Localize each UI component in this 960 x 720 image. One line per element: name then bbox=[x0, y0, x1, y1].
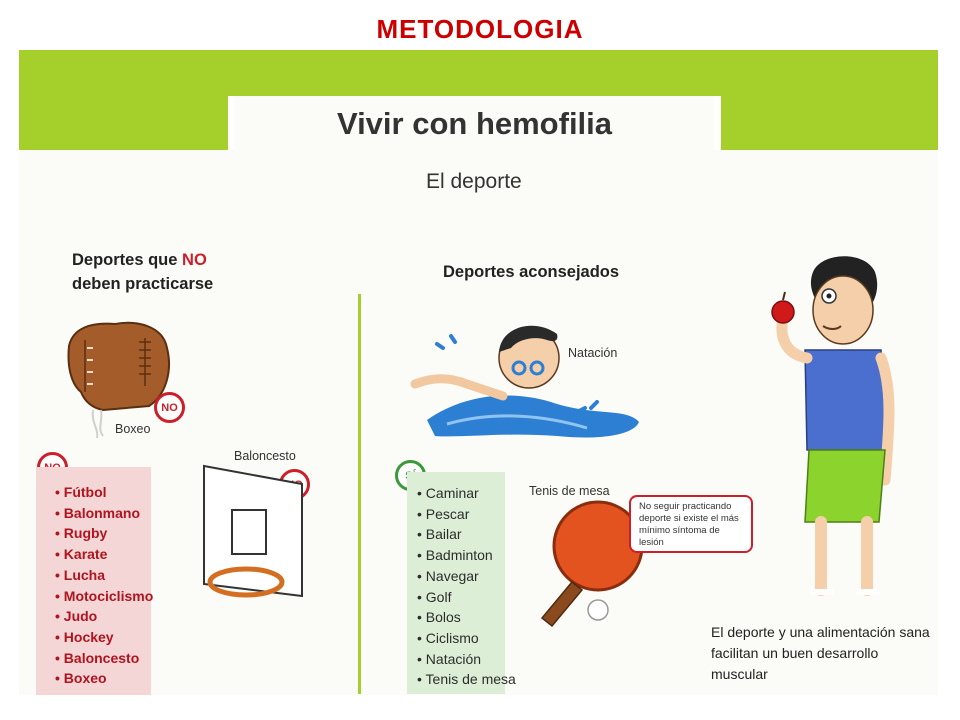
heading-suffix: deben practicarse bbox=[72, 275, 214, 293]
no-badge-boxeo: NO bbox=[154, 392, 185, 423]
recommended-sport-item: • Tenis de mesa bbox=[417, 671, 516, 688]
not-recommended-sport-item: • Motociclismo bbox=[55, 587, 154, 604]
baloncesto-label: Baloncesto bbox=[234, 449, 296, 463]
not-recommended-sport-item: • Baloncesto bbox=[55, 649, 140, 666]
lesion-warning-note: No seguir practicando deporte si existe el más mínimo síntoma de lesión bbox=[629, 495, 753, 553]
recommended-heading: Deportes aconsejados bbox=[443, 263, 620, 281]
slide-title: METODOLOGIA bbox=[376, 14, 584, 44]
not-recommended-sport-item: • Fútbol bbox=[55, 484, 107, 500]
footer-message: El deporte y una alimentación sana facilitan un buen desarrollo muscular bbox=[711, 624, 930, 682]
not-recommended-heading bbox=[72, 248, 213, 296]
natacion-label: Natación bbox=[568, 346, 618, 360]
recommended-sport-item: • Golf bbox=[417, 588, 452, 605]
recommended-sport-item: • Badminton bbox=[417, 547, 493, 564]
poster-subtitle: El deporte bbox=[426, 170, 522, 193]
poster bbox=[19, 50, 938, 695]
boy-eating-apple-icon bbox=[765, 250, 895, 610]
basketball-hoop-icon bbox=[184, 462, 324, 612]
not-recommended-sport-item: • Rugby bbox=[55, 525, 108, 542]
recommended-list bbox=[417, 483, 516, 690]
heading-no: NO bbox=[182, 251, 207, 269]
not-recommended-sport-item: • Balonmano bbox=[55, 504, 141, 521]
recommended-sport-item: • Bolos bbox=[417, 609, 461, 626]
column-divider bbox=[358, 294, 361, 694]
swimmer-icon bbox=[407, 312, 647, 442]
recommended-sport-item: • Navegar bbox=[417, 567, 479, 584]
not-recommended-sport-item: • Lucha bbox=[55, 566, 106, 583]
not-recommended-sport-item: • Boxeo bbox=[55, 670, 107, 687]
recommended-sport-item: • Bailar bbox=[417, 526, 462, 543]
recommended-sport-item: • Ciclismo bbox=[417, 629, 479, 646]
tenis-label: Tenis de mesa bbox=[529, 484, 610, 498]
not-recommended-sport-item: • Judo bbox=[55, 608, 98, 625]
recommended-sport-item: • Natación bbox=[417, 650, 482, 667]
recommended-sport-item: • Caminar bbox=[417, 485, 479, 501]
poster-title: Vivir con hemofilia bbox=[336, 106, 613, 141]
recommended-sport-item: • Pescar bbox=[417, 505, 470, 522]
not-recommended-sport-item: • Hockey bbox=[55, 628, 114, 645]
not-recommended-sport-item: • Karate bbox=[55, 546, 108, 563]
boxeo-label: Boxeo bbox=[115, 422, 151, 436]
heading-prefix: Deportes que bbox=[72, 251, 183, 269]
not-recommended-list bbox=[55, 482, 153, 689]
